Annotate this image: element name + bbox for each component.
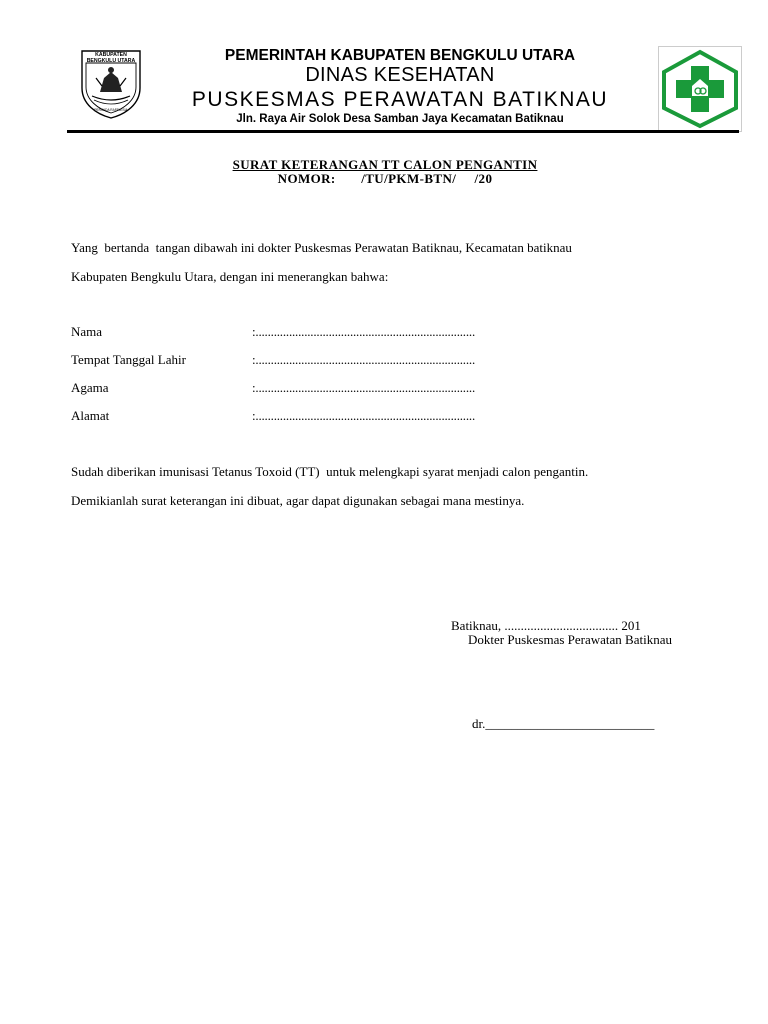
- signature-place-date: Batiknau, ................................... 201: [451, 618, 641, 633]
- header-address: Jln. Raya Air Solok Desa Samban Jaya Kecamatan Batiknau: [236, 113, 564, 125]
- puskesmas-logo: [658, 46, 742, 132]
- field-value-nama: :........................................................................: [252, 324, 476, 339]
- regency-emblem-logo: [78, 48, 144, 120]
- header-divider: [67, 130, 739, 133]
- header-department: DINAS KESEHATAN: [305, 64, 495, 86]
- statement-closing: Demikianlah surat keterangan ini dibuat, agar dapat digunakan sebagai mana mestinya.: [71, 493, 525, 508]
- signature-role: Dokter Puskesmas Perawatan Batiknau: [468, 632, 672, 647]
- intro-line-2: Kabupaten Bengkulu Utara, dengan ini menerangkan bahwa:: [71, 269, 389, 284]
- signature-name-line: dr.__________________________: [472, 716, 655, 731]
- field-value-ttl: :........................................................................: [252, 352, 476, 367]
- field-value-alamat: :........................................................................: [252, 408, 476, 423]
- puskesmas-cross-logo-icon: [658, 46, 742, 132]
- statement-immunization: Sudah diberikan imunisasi Tetanus Toxoid (TT) untuk melengkapi syarat menjadi calon pengantin.: [71, 464, 589, 479]
- field-label-agama: Agama: [71, 380, 109, 395]
- document-number: NOMOR: /TU/PKM-BTN/ /20: [277, 171, 493, 186]
- intro-line-1: Yang bertanda tangan dibawah ini dokter Puskesmas Perawatan Batiknau, Kecamatan batiknau: [71, 240, 572, 255]
- field-label-ttl: Tempat Tanggal Lahir: [71, 352, 186, 367]
- field-label-alamat: Alamat: [71, 408, 110, 423]
- emblem-top-text: KABUPATEN BENGKULU UTARA: [86, 52, 136, 64]
- emblem-bottom-text: PERSADA RAFFLESIA: [94, 108, 128, 112]
- document-title: SURAT KETERANGAN TT CALON PENGANTIN: [232, 157, 538, 172]
- header-government: PEMERINTAH KABUPATEN BENGKULU UTARA: [224, 47, 576, 64]
- field-value-agama: :........................................................................: [252, 380, 476, 395]
- field-label-nama: Nama: [71, 324, 103, 339]
- header-puskesmas: PUSKESMAS PERAWATAN BATIKNAU: [191, 88, 609, 111]
